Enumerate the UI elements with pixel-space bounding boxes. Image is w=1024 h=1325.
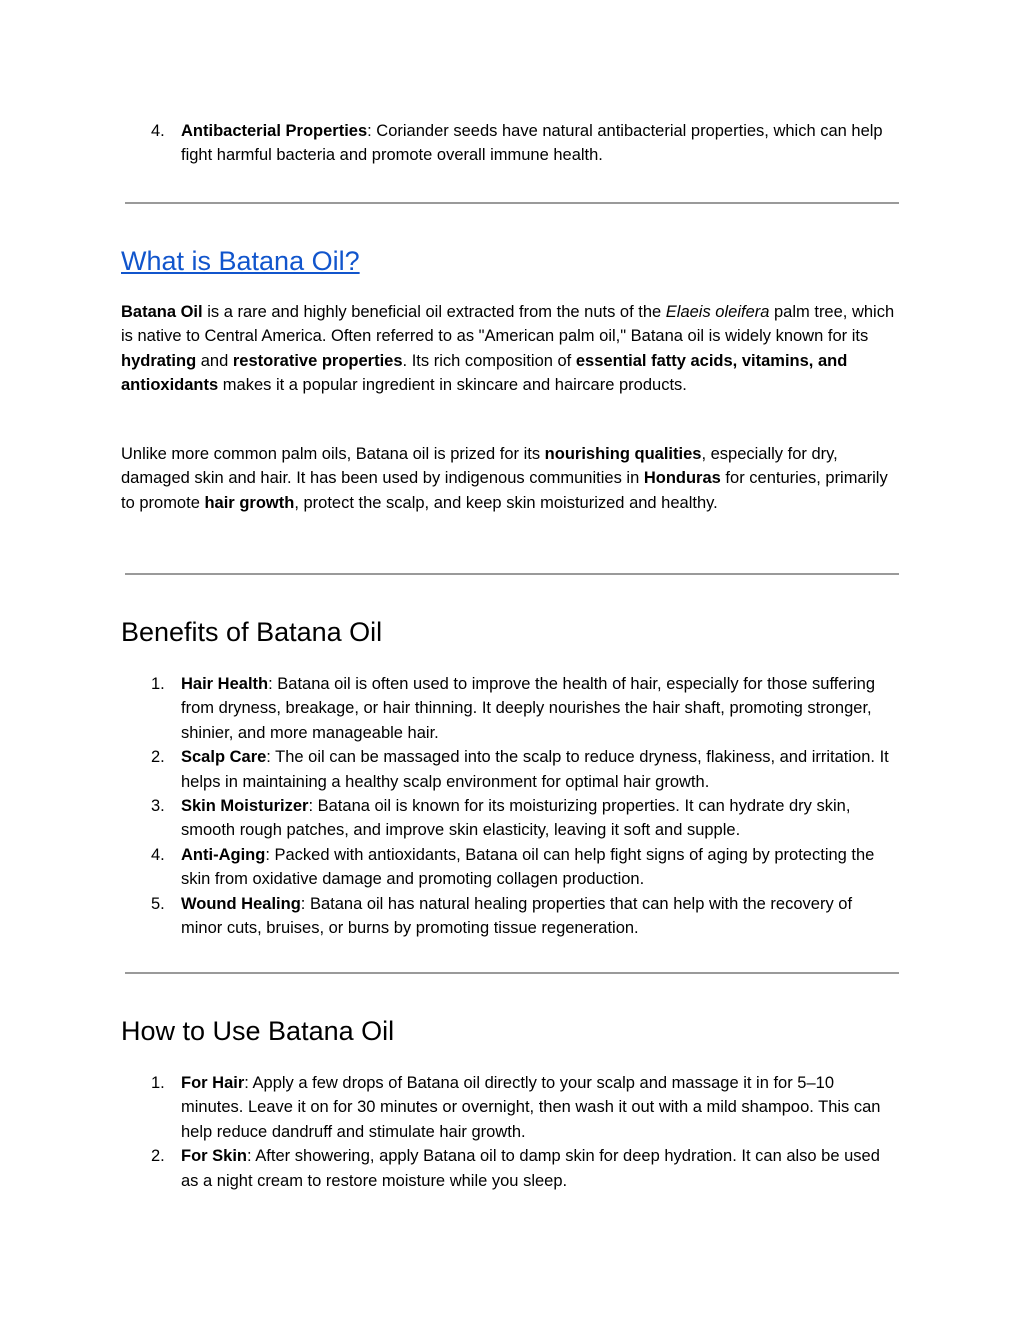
list-number: 1.: [151, 675, 165, 693]
paragraph-text: and: [196, 351, 233, 370]
list-text: : Batana oil is often used to improve the health of hair, especially for those suffering from dryness, breakage, or hair thinning. It deeply nourishes the hair shaft, promoting stronger, shinier, and more manageable hair.: [181, 675, 875, 742]
list-text: : Apply a few drops of Batana oil directly to your scalp and massage it in for 5–10 minutes. Leave it on for 30 minutes or overnight, then wash it out with a mild shampoo. This can help reduce dandruff and stimulate hair growth.: [181, 1074, 881, 1141]
list-number: 2.: [151, 1147, 165, 1166]
list-number: 2.: [151, 748, 165, 767]
list-number: 5.: [151, 894, 165, 913]
what-is-heading-link[interactable]: What is Batana Oil?: [121, 246, 360, 276]
list-term: Anti-Aging: [181, 845, 266, 864]
list-number: 4.: [151, 122, 165, 140]
paragraph-text: . Its rich composition of: [402, 351, 576, 370]
benefits-list: [121, 672, 896, 940]
horizontal-rule: [125, 202, 899, 204]
list-item: [121, 745, 896, 794]
list-term: Antibacterial Properties: [181, 122, 368, 140]
bold-text: Honduras: [643, 469, 721, 488]
italic-text: Elaeis oleifera: [665, 303, 770, 321]
list-term: Skin Moisturizer: [181, 797, 309, 816]
list-term: Wound Healing: [181, 894, 301, 913]
list-item: [121, 843, 896, 892]
bold-text: hair growth: [204, 493, 295, 512]
bold-text: essential fatty acids, vitamins, and antioxidants: [121, 351, 848, 395]
list-text: : Coriander seeds have natural antibacterial properties, which can help fight harmful bacteria and promote overall immune health.: [181, 122, 883, 165]
bold-text: hydrating: [121, 351, 197, 370]
bold-text: Batana Oil: [121, 303, 203, 321]
list-text: : The oil can be massaged into the scalp to reduce dryness, flakiness, and irritation. It helps in maintaining a healthy scalp environment for optimal hair growth.: [181, 748, 889, 791]
list-item: [121, 1144, 896, 1193]
list-number: 3.: [151, 797, 165, 816]
list-term: For Skin: [181, 1147, 248, 1166]
paragraph-text: is a rare and highly beneficial oil extracted from the nuts of the: [202, 303, 666, 321]
benefits-heading: Benefits of Batana Oil: [121, 617, 383, 647]
list-text: : Batana oil has natural healing properties that can help with the recovery of minor cuts, bruises, or burns by promoting tissue regeneration.: [181, 894, 853, 938]
horizontal-rule: [125, 972, 899, 974]
bold-text: nourishing qualities: [544, 445, 702, 463]
list-number: 4.: [151, 845, 165, 864]
list-number: 1.: [151, 1074, 165, 1092]
list-text: : After showering, apply Batana oil to damp skin for deep hydration. It can also be used as a night cream to restore moisture while you sleep.: [181, 1147, 880, 1190]
antibacterial-list: [121, 119, 896, 168]
paragraph-text: makes it a popular ingredient in skincare and haircare products.: [218, 376, 687, 395]
batana-uses-paragraph: [121, 442, 899, 515]
paragraph-text: Unlike more common palm oils, Batana oil is prized for its: [121, 445, 545, 463]
how-to-use-list: [121, 1071, 896, 1193]
list-text: : Batana oil is known for its moisturizing properties. It can hydrate dry skin, smooth rough patches, and improve skin elasticity, leaving it soft and supple.: [181, 797, 851, 840]
list-item: [121, 892, 896, 941]
batana-intro-paragraph: [121, 300, 899, 398]
list-item: [121, 119, 896, 168]
list-term: For Hair: [181, 1074, 245, 1092]
bold-text: restorative properties: [232, 351, 403, 370]
list-item: [121, 794, 896, 843]
list-term: Scalp Care: [181, 748, 267, 767]
paragraph-text: palm tree, which is native to Central America. Often referred to as "American palm oil," Batana oil is widely known for its: [121, 303, 895, 346]
how-to-use-heading: How to Use Batana Oil: [121, 1016, 395, 1046]
list-text: : Packed with antioxidants, Batana oil can help fight signs of aging by protecting the skin from oxidative damage and promoting collagen production.: [181, 845, 875, 889]
paragraph-text: , protect the scalp, and keep skin moisturized and healthy.: [294, 493, 718, 512]
list-item: [121, 672, 896, 745]
horizontal-rule: [125, 573, 899, 575]
list-term: Hair Health: [181, 675, 269, 693]
paragraph-text: , especially for dry, damaged skin and hair. It has been used by indigenous communities in: [121, 445, 838, 488]
list-item: [121, 1071, 896, 1144]
paragraph-text: for centuries, primarily to promote: [121, 469, 888, 512]
